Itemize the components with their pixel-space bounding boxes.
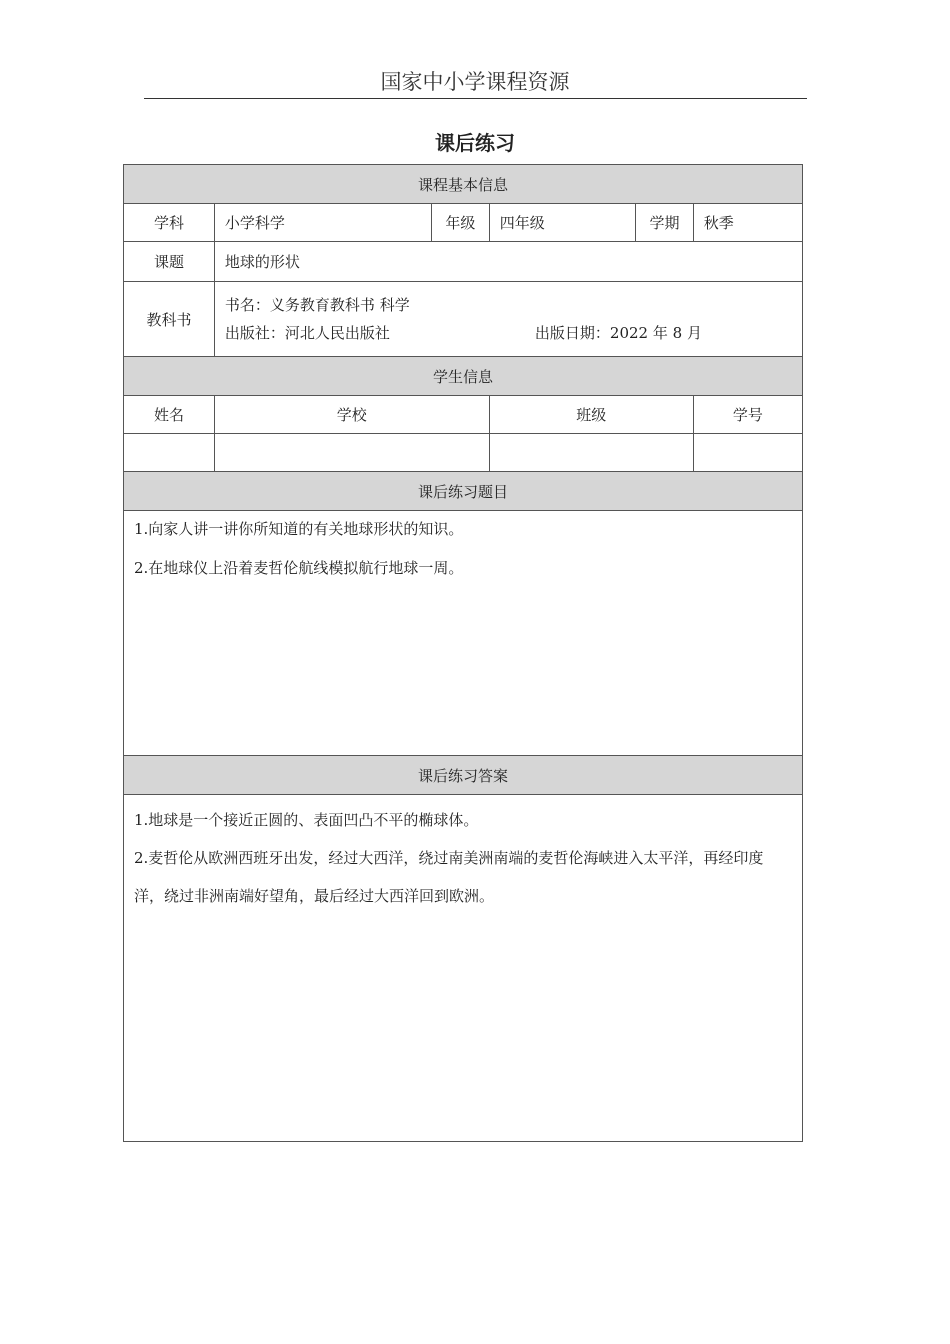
grade-value: 四年级	[489, 204, 635, 242]
textbook-info	[214, 282, 802, 357]
publish-date: 出版日期：2022 年 8 月	[534, 324, 702, 342]
student-class-label: 班级	[489, 396, 693, 434]
textbook-label: 教科书	[124, 282, 215, 357]
student-school-field[interactable]	[214, 434, 489, 472]
student-school-label: 学校	[214, 396, 489, 434]
exercise-item: 1.向家人讲一讲你所知道的有关地球形状的知识。	[134, 520, 464, 538]
header-divider	[144, 98, 807, 99]
subject-value: 小学科学	[214, 204, 431, 242]
term-label: 学期	[636, 204, 694, 242]
exercise-item: 2.在地球仪上沿着麦哲伦航线模拟航行地球一周。	[134, 559, 464, 577]
section-header-course-info: 课程基本信息	[124, 165, 803, 204]
student-name-label: 姓名	[124, 396, 215, 434]
topic-value: 地球的形状	[214, 242, 802, 282]
student-id-field[interactable]	[693, 434, 802, 472]
section-header-answers: 课后练习答案	[124, 756, 803, 795]
subject-label: 学科	[124, 204, 215, 242]
section-header-exercises: 课后练习题目	[124, 472, 803, 511]
term-value: 秋季	[693, 204, 802, 242]
exercise-list	[124, 511, 803, 756]
section-header-student-info: 学生信息	[124, 357, 803, 396]
student-name-field[interactable]	[124, 434, 215, 472]
student-id-label: 学号	[693, 396, 802, 434]
worksheet-table	[123, 164, 803, 1142]
answer-list	[124, 795, 803, 1142]
answer-item: 2.麦哲伦从欧洲西班牙出发，经过大西洋，绕过南美洲南端的麦哲伦海峡进入太平洋，再经印度洋，绕过非洲南端好望角，最后经过大西洋回到欧洲。	[134, 849, 764, 905]
grade-label: 年级	[432, 204, 490, 242]
publisher: 出版社：河北人民出版社	[224, 324, 390, 342]
student-class-field[interactable]	[489, 434, 693, 472]
answer-item: 1.地球是一个接近正圆的、表面凹凸不平的椭球体。	[134, 811, 479, 829]
site-header-title: 国家中小学课程资源	[380, 70, 570, 94]
topic-label: 课题	[124, 242, 215, 282]
document-title: 课后练习	[435, 131, 515, 155]
book-name: 书名：义务教育教科书 科学	[224, 296, 410, 314]
